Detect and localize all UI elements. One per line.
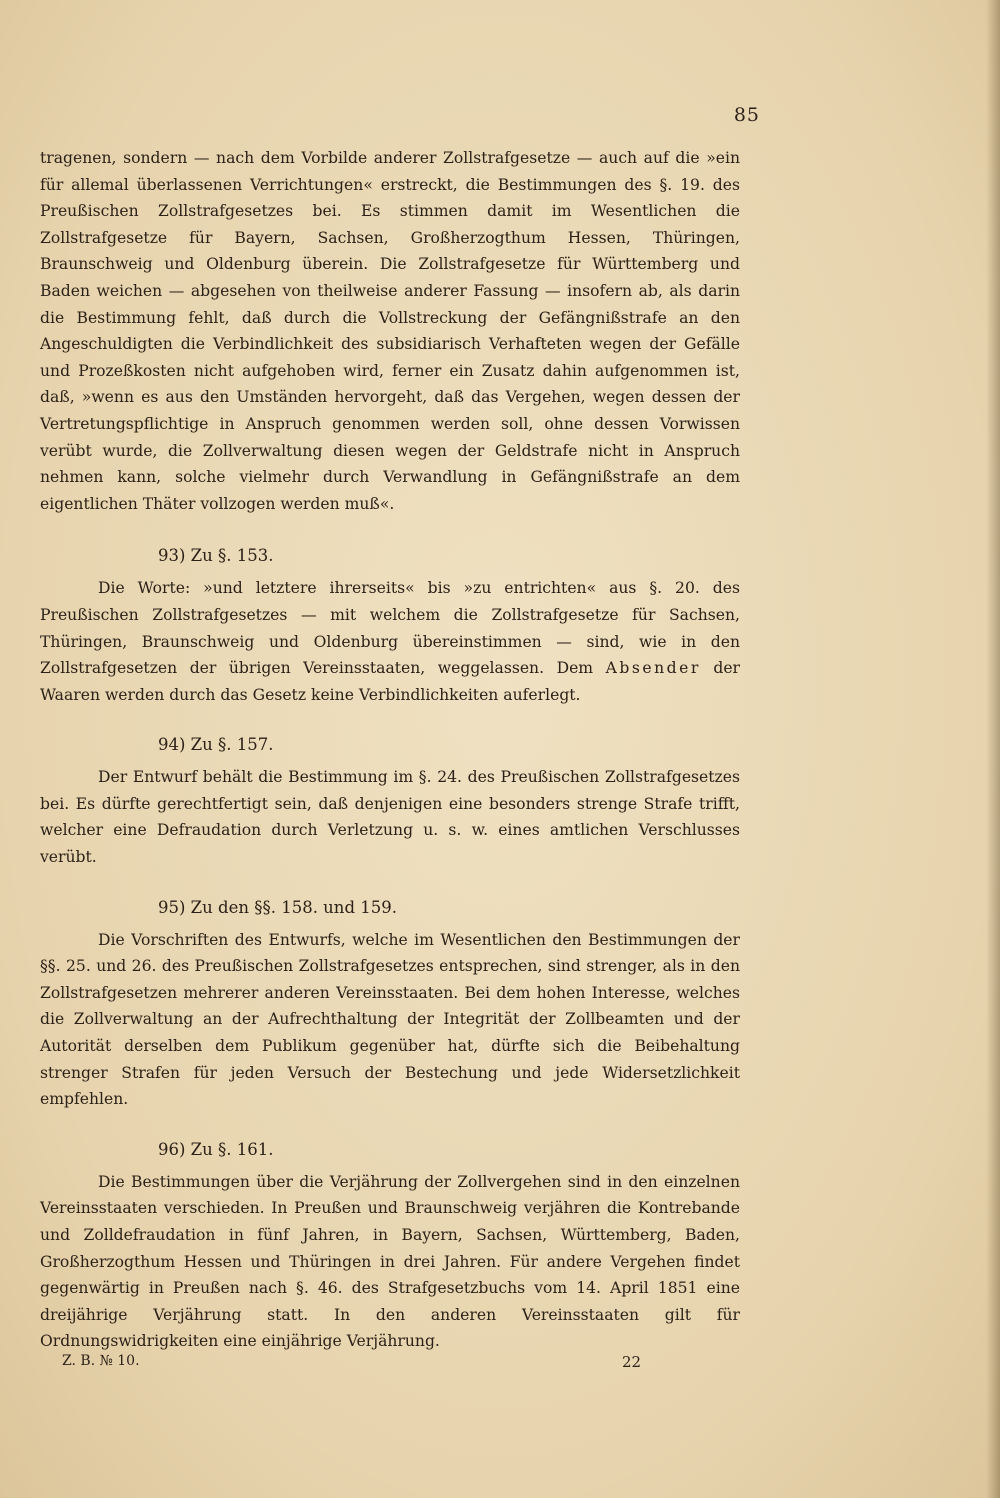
section-paragraph: Der Entwurf behält die Bestimmung im §. 24. des Preußischen Zollstrafgesetzes bei. Es dürfte gerechtfertigt sein, daß denjenigen eine besonders strenge Strafe trifft, welcher eine Defraudation durch Verletzung u. s. w. eines amtlichen Verschlusses verübt. — [40, 768, 740, 867]
section-heading: 94) Zu §. 157. — [158, 735, 274, 755]
section-text-after: der Waaren werden durch das Gesetz keine Verbindlichkeiten auferlegt. — [40, 659, 740, 704]
section-text-before: Die Worte: »und letztere ihrerseits« bis »zu entrichten« aus §. 20. des Preußischen Zollstrafgesetzes — mit welchem die Zollstrafgesetze für Sachsen, Thüringen, Braunschweig und Oldenburg übereinstimmen — sind, wie in den Zollstrafgesetzen der übrigen Vereinsstaaten, weggelassen. Dem — [40, 579, 740, 678]
section-95 — [40, 895, 740, 1113]
page-edge-shadow — [986, 0, 1000, 1498]
document-body — [40, 145, 740, 1355]
section-96 — [40, 1137, 740, 1355]
section-93 — [40, 543, 740, 708]
section-text-spaced: Absender — [605, 659, 701, 678]
intro-paragraph: tragenen, sondern — nach dem Vorbilde anderer Zollstrafgesetze — auch auf die »ein für allemal überlassenen Verrichtungen« erstreckt, die Bestimmungen des §. 19. des Preußischen Zollstrafgesetzes bei. Es stimmen damit im Wesentlichen die Zollstrafgesetze für Bayern, Sachsen, Großherzogthum Hessen, Thüringen, Braunschweig und Oldenburg überein. Die Zollstrafgesetze für Württemberg und Baden weichen — abgesehen von theilweise anderer Fassung — insofern ab, als darin die Bestimmung fehlt, daß durch die Vollstreckung der Gefängnißstrafe an den Angeschuldigten die Verbindlichkeit des subsidiarisch Verhafteten wegen der Gefälle und Prozeßkosten nicht aufgehoben wird, ferner ein Zusatz dahin aufgenommen ist, daß, »wenn es aus den Umständen hervorgeht, daß das Vergehen, wegen dessen der Vertretungspflichtige in Anspruch genommen werden soll, ohne dessen Vorwissen verübt wurde, die Zollverwaltung diesen wegen der Geldstrafe nicht in Anspruch nehmen kann, solche vielmehr durch Verwandlung in Gefängnißstrafe an dem eigentlichen Thäter vollzogen werden muß«. — [40, 149, 740, 513]
section-paragraph — [40, 575, 740, 708]
section-paragraph: Die Vorschriften des Entwurfs, welche im Wesentlichen den Bestimmungen der §§. 25. und 26. des Preußischen Zollstrafgesetzes entsprechen, sind strenger, als in den Zollstrafgesetzen mehrerer anderen Vereinsstaaten. Bei dem hohen Interesse, welches die Zollverwaltung an der Aufrechthaltung der Integrität der Zollbeamten und der Autorität derselben dem Publikum gegenüber hat, dürfte sich die Beibehaltung strenger Strafen für jeden Versuch der Bestechung und jede Widersetzlichkeit empfehlen. — [40, 930, 740, 1109]
footer-sheet-number: 22 — [622, 1353, 642, 1371]
footer-signature: Z. B. № 10. — [62, 1353, 140, 1369]
page-number: 85 — [733, 104, 760, 126]
section-paragraph: Die Bestimmungen über die Verjährung der Zollvergehen sind in den einzelnen Vereinsstaaten verschieden. In Preußen und Braunschweig verjähren die Kontrebande und Zolldefraudation in fünf Jahren, in Bayern, Sachsen, Württemberg, Baden, Großherzogthum Hessen und Thüringen in drei Jahren. Für andere Vergehen findet gegenwärtig in Preußen nach §. 46. des Strafgesetzbuchs vom 14. April 1851 eine dreijährige Verjährung statt. In den anderen Vereinsstaaten gilt für Ordnungswidrigkeiten eine einjährige Verjährung. — [40, 1172, 740, 1351]
section-heading: 96) Zu §. 161. — [158, 1139, 274, 1159]
section-heading: 95) Zu den §§. 158. und 159. — [158, 897, 397, 917]
section-94 — [40, 732, 740, 870]
section-heading: 93) Zu §. 153. — [158, 546, 274, 566]
